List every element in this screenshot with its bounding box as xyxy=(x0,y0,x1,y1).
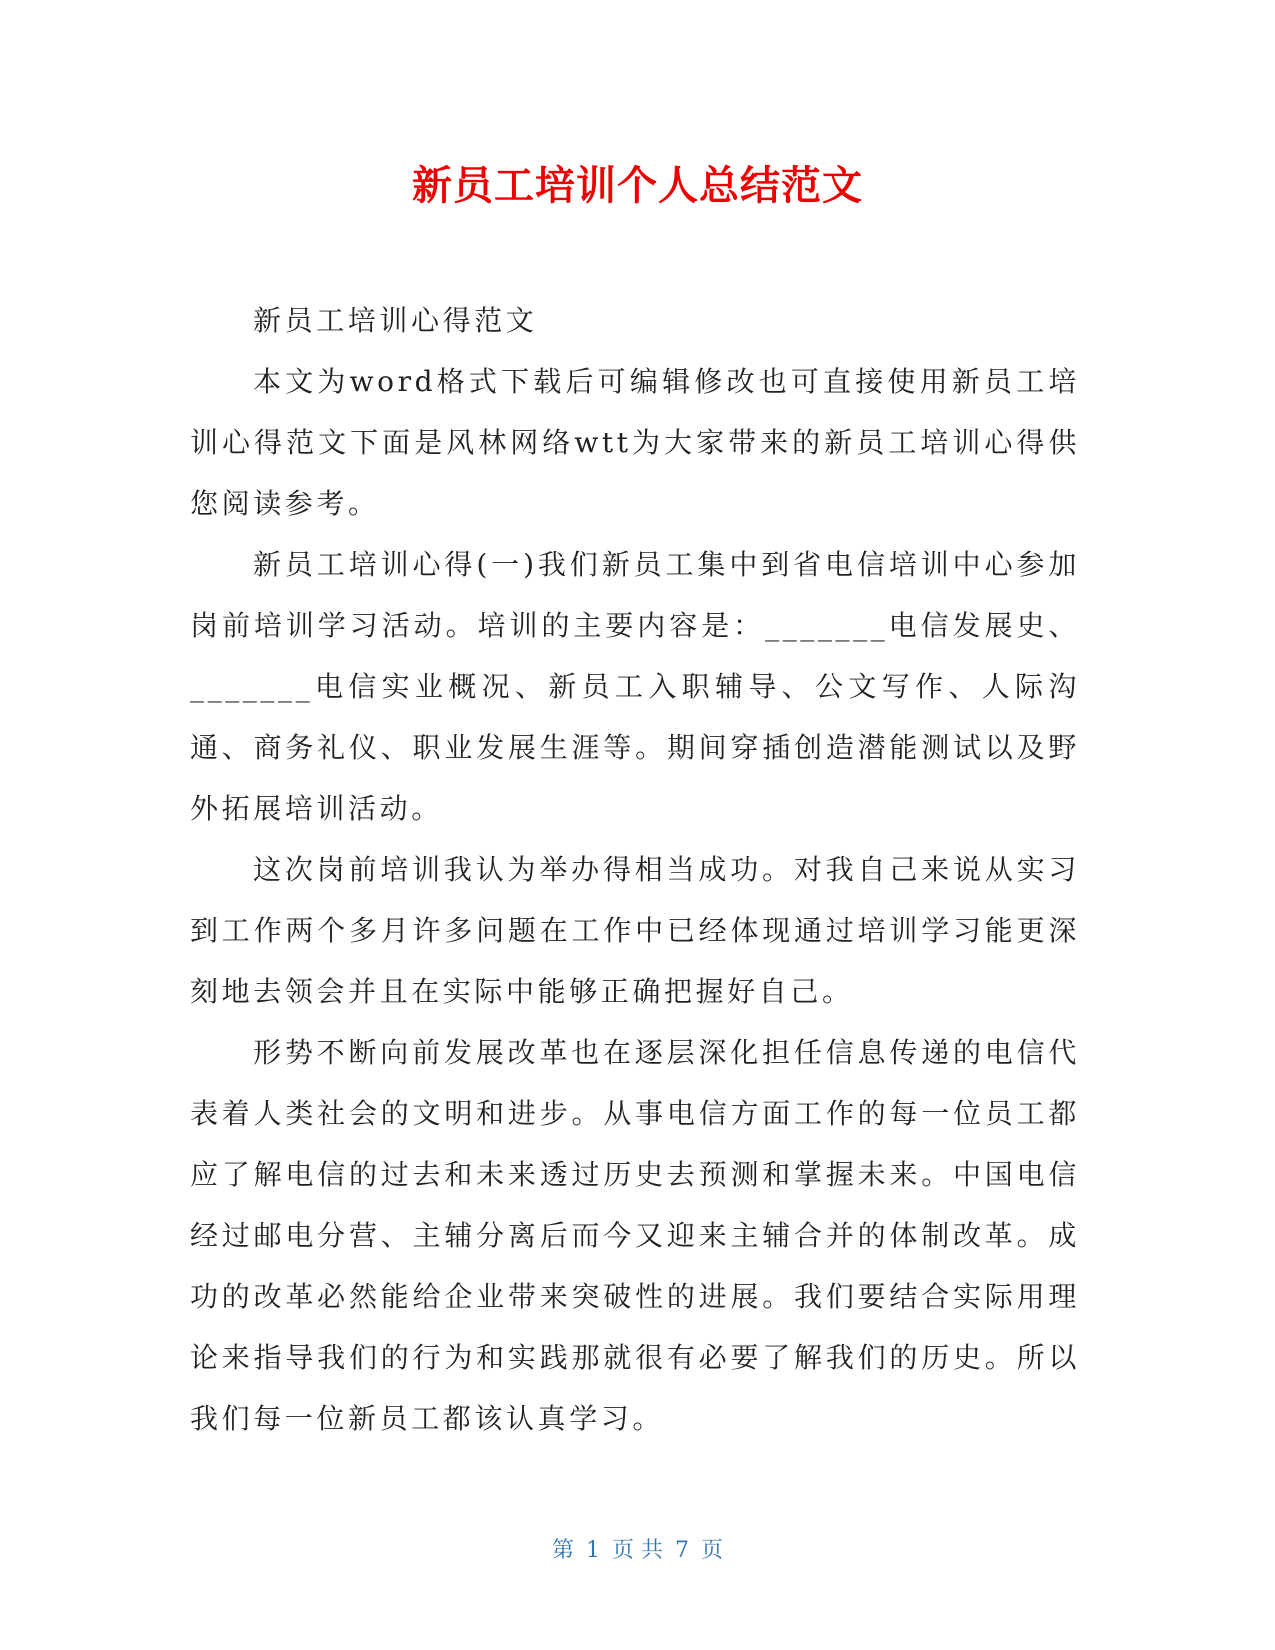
paragraph-intro: 本文为word格式下载后可编辑修改也可直接使用新员工培训心得范文下面是风林网络wtt为大家带来的新员工培训心得供您阅读参考。 xyxy=(190,365,1080,520)
footer-current-page: 1 xyxy=(586,1538,600,1563)
footer-total-pages: 7 xyxy=(675,1538,689,1563)
document-title: 新员工培训个人总结范文 xyxy=(412,163,863,209)
footer-prefix: 第 xyxy=(551,1538,574,1563)
paragraph-reform: 形势不断向前发展改革也在逐层深化担任信息传递的电信代表着人类社会的文明和进步。从事电信方面工作的每一位员工都应了解电信的过去和未来透过历史去预测和掌握未来。中国电信经过邮电分营、主辅分离后而今又迎来主辅合并的体制改革。成功的改革必然能给企业带来突破性的进展。我们要结合实际用理论来指导我们的行为和实践那就很有必要了解我们的历史。所以我们每一位新员工都该认真学习。 xyxy=(190,1036,1080,1435)
paragraph-heading: 新员工培训心得范文 xyxy=(253,304,538,337)
footer-suffix: 页 xyxy=(701,1538,724,1563)
paragraph-training-content: 新员工培训心得(一)我们新员工集中到省电信培训中心参加岗前培训学习活动。培训的主要内容是：_______电信发展史、_______电信实业概况、新员工入职辅导、公文写作、人际沟通、商务礼仪、职业发展生涯等。期间穿插创造潜能测试以及野外拓展培训活动。 xyxy=(190,548,1080,825)
document-body xyxy=(190,290,1080,1449)
page-footer xyxy=(0,1536,1275,1566)
paragraph-training-success: 这次岗前培训我认为举办得相当成功。对我自己来说从实习到工作两个多月许多问题在工作中已经体现通过培训学习能更深刻地去领会并且在实际中能够正确把握好自己。 xyxy=(190,853,1080,1008)
footer-middle: 页 共 xyxy=(612,1538,663,1563)
